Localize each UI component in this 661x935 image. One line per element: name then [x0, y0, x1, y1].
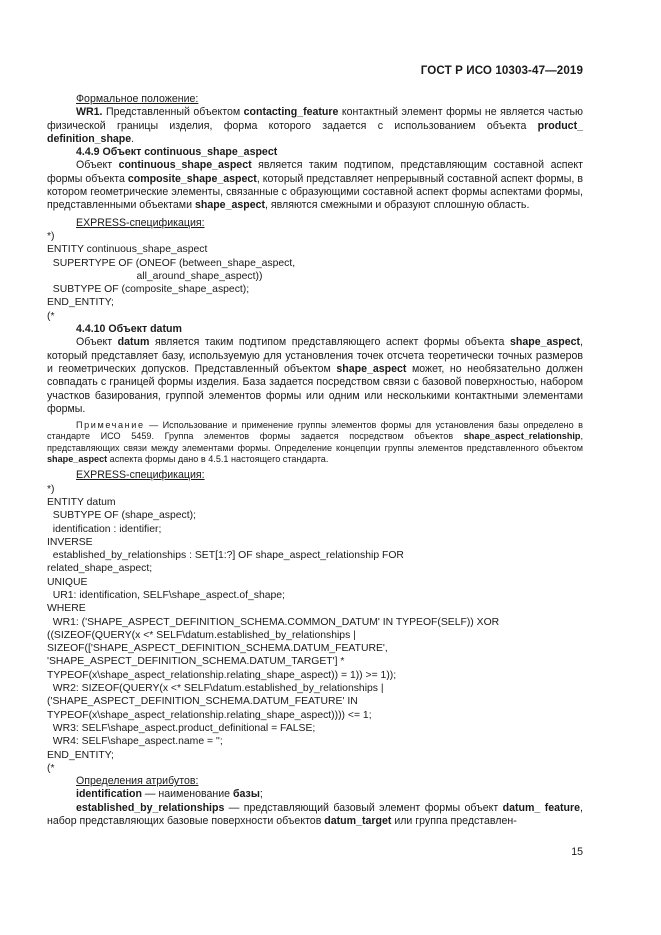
section-heading-4-4-9: 4.4.9 Объект continuous_shape_aspect: [76, 146, 278, 159]
attributes-heading: Определения атрибутов:: [76, 775, 199, 788]
code-line: WHERE: [47, 603, 86, 615]
code-line: END_ENTITY;: [47, 749, 114, 761]
section-4-4-9-body: Объект continuous_shape_aspect является таким подтипом, представляющим составной аспект формы объекта composite_shape_aspect, который представляет непрерывный составной аспект формы, в котором геометрические элементы, связанные с образующими составной аспект формы аспектами формы, представленными объектами shape_aspect, являются смежными и образуют сплошную область.: [47, 159, 583, 212]
formal-heading: Формальное положение:: [76, 93, 199, 105]
code-line: ((SIZEOF(QUERY(x <* SELF\datum.established_by_relationships |: [47, 629, 356, 641]
code-line: all_around_shape_aspect)): [47, 270, 263, 282]
code-line: END_ENTITY;: [47, 297, 114, 309]
code-line: TYPEOF(x\shape_aspect_relationship.relating_shape_aspect)) = 1)) >= 1));: [47, 669, 397, 681]
code-line: SIZEOF(['SHAPE_ASPECT_DEFINITION_SCHEMA.DATUM_FEATURE',: [47, 643, 388, 655]
express-code-4-4-9: [47, 230, 583, 323]
code-line: SUPERTYPE OF (ONEOF (between_shape_aspect,: [47, 257, 296, 269]
code-line: WR4: SELF\shape_aspect.name = '';: [47, 736, 223, 748]
attribute-established-by-relationships: established_by_relationships — представляющий базовый элемент формы объект datum_ feature, набор представляющих базовые поверхности объектов datum_target или группа представлен-: [47, 801, 583, 828]
code-line: ('SHAPE_ASPECT_DEFINITION_SCHEMA.DATUM_FEATURE' IN: [47, 696, 358, 708]
code-line: *): [47, 483, 55, 495]
code-line: related_shape_aspect;: [47, 563, 153, 575]
code-line: SUBTYPE OF (shape_aspect);: [47, 510, 196, 522]
code-line: WR2: SIZEOF(QUERY(x <* SELF\datum.established_by_relationships |: [47, 683, 384, 695]
code-line: established_by_relationships : SET[1:?] OF shape_aspect_relationship FOR: [47, 550, 404, 562]
code-line: ENTITY datum: [47, 496, 116, 508]
code-line: INVERSE: [47, 536, 93, 548]
code-line: WR3: SELF\shape_aspect.product_definitional = FALSE;: [47, 722, 316, 734]
code-line: (*: [47, 762, 55, 774]
code-line: UNIQUE: [47, 576, 88, 588]
code-line: *): [47, 230, 55, 242]
page-number: 15: [571, 846, 583, 858]
note-4-4-10: Примечание — Использование и применение группы элементов формы для установления базы определено в стандарте ИСО 5459. Группа элементов формы задается посредством объектов shape_aspect_relationship, представляющих связи между элементами формы. Определение концепции группы элементов представленного объектом shape_aspect аспекта формы дано в 4.5.1 настоящего стандарта.: [47, 420, 583, 465]
code-line: (*: [47, 310, 55, 322]
code-line: WR1: ('SHAPE_ASPECT_DEFINITION_SCHEMA.COMMON_DATUM' IN TYPEOF(SELF)) XOR: [47, 616, 500, 628]
formal-wr1: WR1. Представленный объектом contacting_feature контактный элемент формы не является частью физической границы изделия, форма которого задается с использованием объекта product_ definition_shape.: [47, 106, 583, 145]
section-4-4-10-body: Объект datum является таким подтипом представляющего аспект формы объекта shape_aspect, который представляет базу, используемую для установления точек отсчета теоретически точных размеров и геометрических допусков. Представленный объектом shape_aspect может, но необязательно должен совпадать с границей формы изделия. База задается посредством связи с базовой поверхностью, набором участков базирования, группой элементов формы или одним или несколькими контактными элементами формы.: [47, 336, 583, 415]
code-line: identification : identifier;: [47, 523, 162, 535]
section-heading-4-4-10: 4.4.10 Объект datum: [76, 323, 182, 336]
express-label-4-4-10: EXPRESS-спецификация:: [76, 469, 205, 482]
express-code-4-4-10: [47, 483, 583, 776]
attribute-identification: identification — наименование базы;: [76, 788, 263, 801]
page-content: [47, 93, 583, 828]
code-line: SUBTYPE OF (composite_shape_aspect);: [47, 284, 250, 296]
code-line: 'SHAPE_ASPECT_DEFINITION_SCHEMA.DATUM_TARGET'] *: [47, 656, 345, 668]
code-line: ENTITY continuous_shape_aspect: [47, 244, 208, 256]
express-label-4-4-9: EXPRESS-спецификация:: [76, 216, 205, 229]
code-line: UR1: identification, SELF\shape_aspect.of_shape;: [47, 589, 285, 601]
standard-header: ГОСТ Р ИСО 10303-47—2019: [420, 64, 583, 77]
code-line: TYPEOF(x\shape_aspect_relationship.relating_shape_aspect)))) <= 1;: [47, 709, 372, 721]
